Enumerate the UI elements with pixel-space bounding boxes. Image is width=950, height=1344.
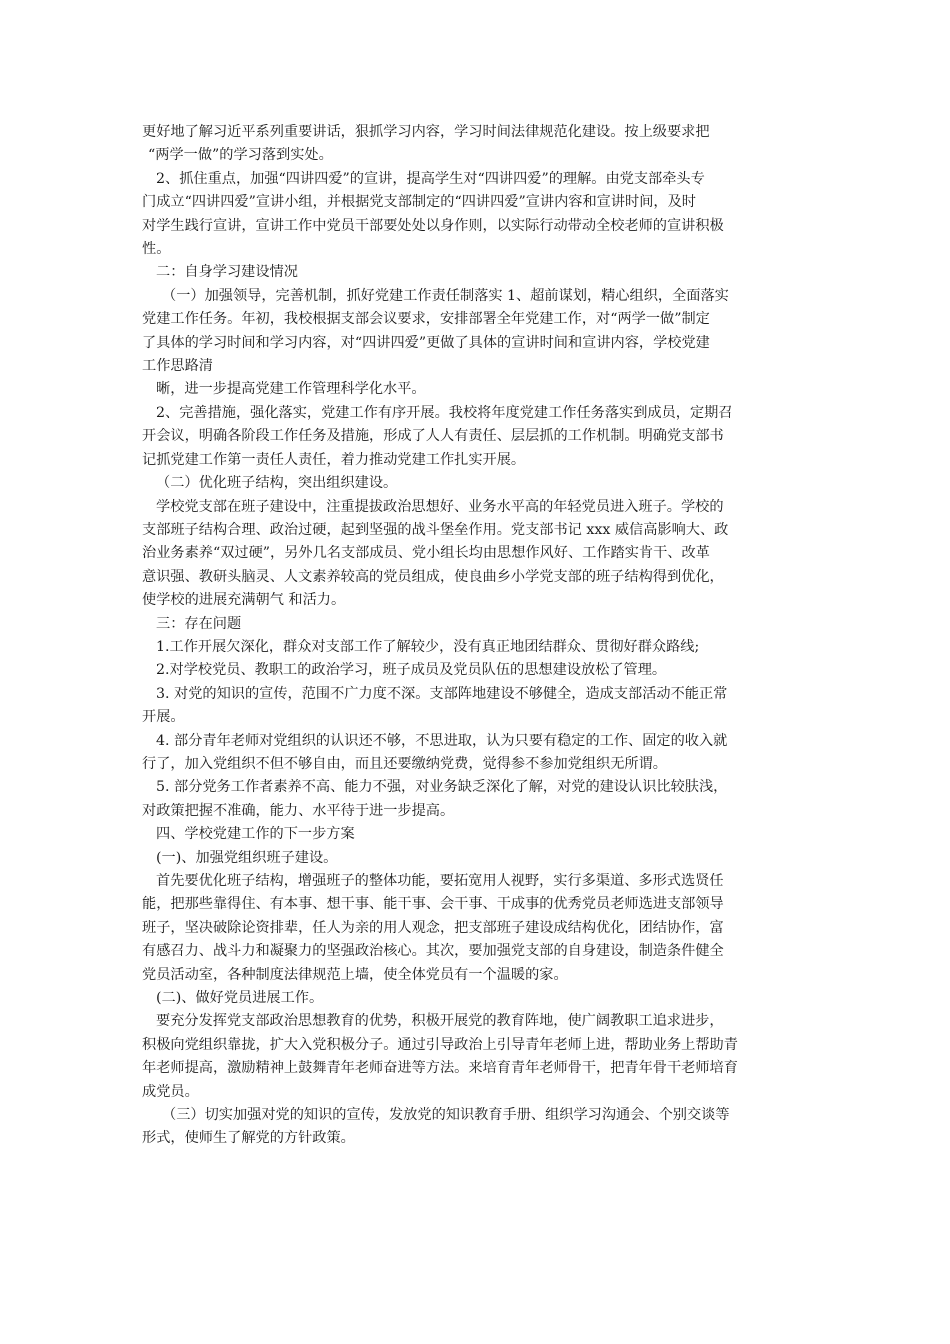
- text-line: 有感召力、战斗力和凝聚力的坚强政治核心。其次，要加强党支部的自身建设，制造条件健全: [142, 943, 724, 960]
- text-line: 4. 部分青年老师对党组织的认识还不够，不思进取，认为只要有稳定的工作、固定的收入就: [156, 732, 728, 749]
- text-line: 行了，加入党组织不但不够自由，而且还要缴纳党费，觉得参不参加党组织无所谓。: [142, 755, 667, 772]
- text-line: 记抓党建工作第一责任人责任，着力推动党建工作扎实开展。: [142, 451, 526, 468]
- text-line: （二）优化班子结构，突出组织建设。: [156, 475, 398, 492]
- text-line: 成党员。: [142, 1083, 199, 1100]
- text-line: 三：存在问题: [156, 615, 242, 632]
- text-line: 能，把那些靠得住、有本事、想干事、能干事、会干事、干成事的优秀党员老师选进支部领导: [142, 896, 724, 913]
- text-line: 门成立“四讲四爱”宣讲小组，并根据党支部制定的“四讲四爱”宣讲内容和宣讲时间，及时: [142, 194, 696, 211]
- text-line: 要充分发挥党支部政治思想教育的优势，积极开展党的教育阵地，使广阔教职工追求进步，: [156, 1013, 724, 1030]
- text-line: 年老师提高，激励精神上鼓舞青年老师奋进等方法。来培育青年老师骨干，把青年骨干老师培育: [142, 1060, 738, 1077]
- text-line: 了具体的学习时间和学习内容，对“四讲四爱”更做了具体的宣讲时间和宣讲内容，学校党建: [142, 334, 710, 351]
- document-page: [142, 121, 808, 1151]
- text-line: 意识强、教研头脑灵、人文素养较高的党员组成，使良曲乡小学党支部的班子结构得到优化，: [142, 568, 724, 585]
- text-line: 更好地了解习近平系列重要讲话，狠抓学习内容，学习时间法律规范化建设。按上级要求把: [142, 124, 710, 140]
- text-line: （一）加强领导，完善机制，抓好党建工作责任制落实 1、超前谋划，精心组织，全面落实: [162, 287, 729, 304]
- document-body: [142, 121, 808, 1151]
- text-line: 积极向党组织靠拢，扩大入党积极分子。通过引导政治上引导青年老师上进，帮助业务上帮助青: [142, 1036, 738, 1053]
- text-line: 形式，使师生了解党的方针政策。: [142, 1130, 355, 1147]
- text-line: 开展。: [142, 709, 185, 726]
- text-line: 班子，坚决破除论资排辈，任人为亲的用人观念，把支部班子建设成结构优化，团结协作，富: [142, 919, 724, 936]
- text-line: （三）切实加强对党的知识的宣传，发放党的知识教育手册、组织学习沟通会、个别交谈等: [162, 1107, 730, 1124]
- text-line: 工作思路清: [142, 358, 213, 375]
- text-line: 治业务素养“双过硬”，另外几名支部成员、党小组长均由思想作风好、工作踏实肯干、改革: [142, 545, 710, 562]
- text-line: 性。: [142, 241, 171, 258]
- text-line: 首先要优化班子结构，增强班子的整体功能，要拓宽用人视野，实行多渠道、多形式选贤任: [156, 873, 724, 889]
- text-line: 2、抓住重点，加强“四讲四爱”的宣讲，提高学生对“四讲四爱”的理解。由党支部牵头专: [156, 170, 705, 187]
- text-line: 对政策把握不准确，能力、水平待于进一步提高。: [142, 802, 455, 819]
- text-line: 使学校的进展充满朝气 和活力。: [142, 592, 346, 609]
- text-line: 对学生践行宣讲，宣讲工作中党员干部要处处以身作则，以实际行动带动全校老师的宣讲积极: [142, 217, 724, 234]
- text-line: 晰，进一步提高党建工作管理科学化水平。: [156, 381, 426, 398]
- text-line: (一)、加强党组织班子建设。: [156, 849, 338, 866]
- text-line: 3. 对党的知识的宣传，范围不广力度不深。支部阵地建设不够健全，造成支部活动不能正常: [156, 685, 728, 702]
- text-line: 党建工作任务。年初，我校根据支部会议要求，安排部署全年党建工作，对“两学一做”制定: [142, 311, 710, 328]
- text-line: 2、完善措施，强化落实，党建工作有序开展。我校将年度党建工作任务落实到成员，定期召: [156, 404, 733, 421]
- text-line: 2.对学校党员、教职工的政治学习，班子成员及党员队伍的思想建设放松了管理。: [156, 662, 667, 679]
- text-line: 开会议，明确各阶段工作任务及措施，形成了人人有责任、层层抓的工作机制。明确党支部书: [142, 428, 724, 445]
- text-line: 二：自身学习建设情况: [156, 264, 298, 281]
- text-line: 学校党支部在班子建设中，注重提拔政治思想好、业务水平高的年轻党员进入班子。学校的: [156, 498, 724, 515]
- text-line: 支部班子结构合理、政治过硬，起到坚强的战斗堡垒作用。党支部书记 xxx 威信高影响大、政: [142, 521, 729, 538]
- text-line: 党员活动室，各种制度法律规范上墙，使全体党员有一个温暖的家。: [142, 966, 568, 983]
- text-line: 四、学校党建工作的下一步方案: [156, 826, 355, 843]
- text-line: (二)、做好党员进展工作。: [156, 990, 324, 1007]
- text-line: 5. 部分党务工作者素养不高、能力不强，对业务缺乏深化了解，对党的建设认识比较肤浅，: [156, 779, 728, 796]
- text-line: “两学一做”的学习落到实处。: [148, 147, 333, 164]
- text-line: 1.工作开展欠深化，群众对支部工作了解较少，没有真正地团结群众、贯彻好群众路线;: [156, 638, 700, 655]
